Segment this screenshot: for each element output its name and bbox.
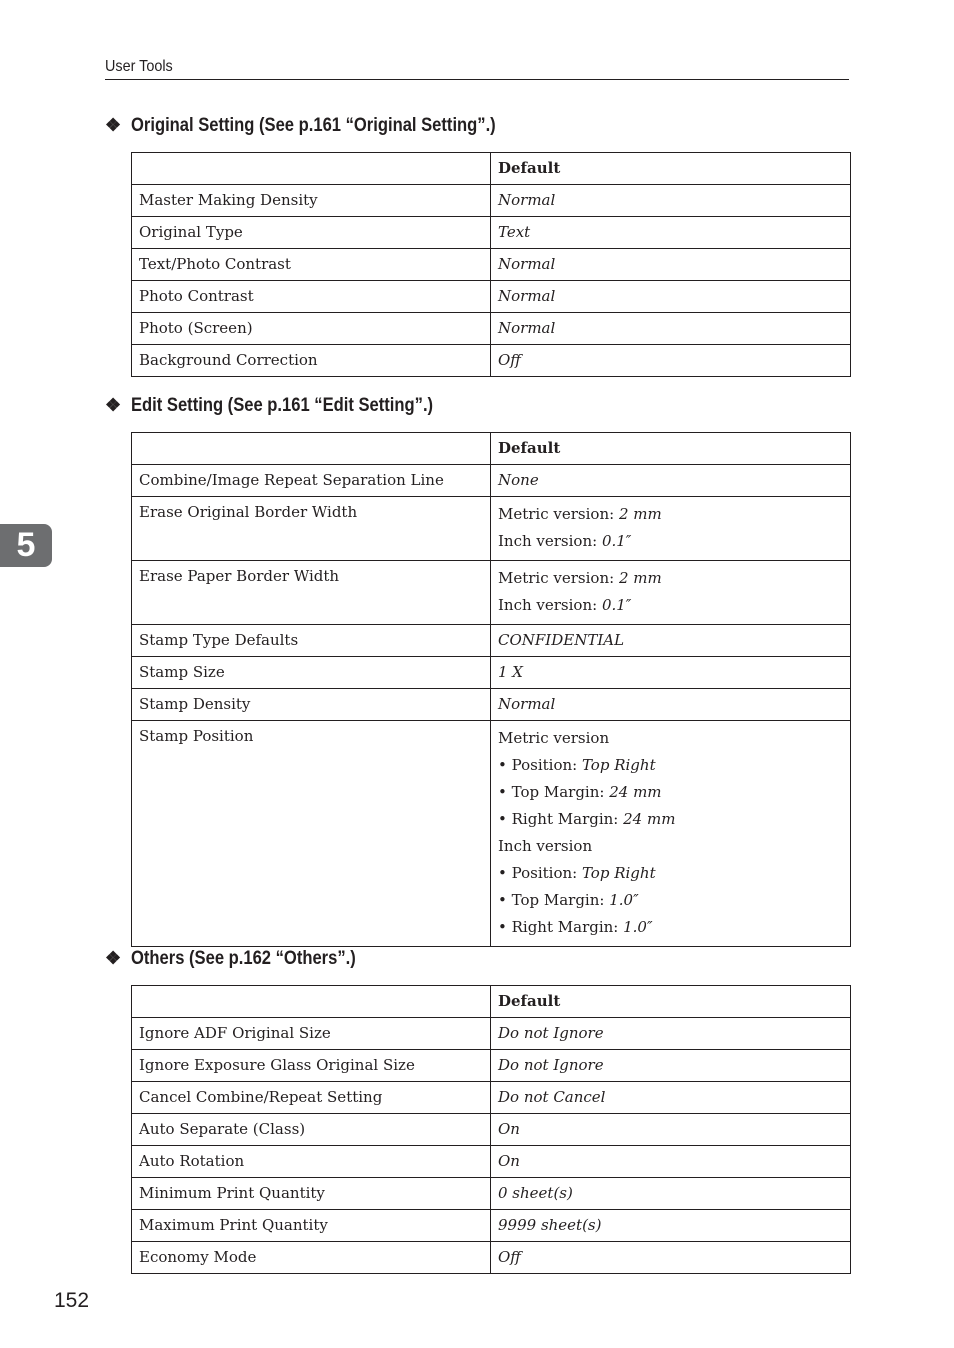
list-item: • Position: Top Right	[498, 864, 656, 882]
setting-label: Photo Contrast	[132, 281, 491, 313]
metric-line: Metric version: 2 mm	[498, 569, 662, 587]
default-value	[491, 721, 851, 947]
table-row	[132, 1018, 851, 1050]
default-value: 1 X	[491, 657, 851, 689]
table-row	[132, 313, 851, 345]
list-item: • Position: Top Right	[498, 756, 656, 774]
table-header-row	[132, 986, 851, 1018]
setting-label: Auto Separate (Class)	[132, 1114, 491, 1146]
setting-label: Ignore Exposure Glass Original Size	[132, 1050, 491, 1082]
setting-label: Ignore ADF Original Size	[132, 1018, 491, 1050]
section-others	[105, 946, 850, 1274]
empty-header-cell	[132, 433, 491, 465]
setting-label: Erase Original Border Width	[132, 497, 491, 561]
table-row	[132, 721, 851, 947]
setting-label: Maximum Print Quantity	[132, 1210, 491, 1242]
default-value: Off	[491, 345, 851, 377]
setting-label: Erase Paper Border Width	[132, 561, 491, 625]
chapter-tab: 5	[0, 524, 52, 567]
default-value: Normal	[491, 249, 851, 281]
default-value: Do not Cancel	[491, 1082, 851, 1114]
default-value: Do not Ignore	[491, 1050, 851, 1082]
setting-label: Minimum Print Quantity	[132, 1178, 491, 1210]
setting-label: Stamp Type Defaults	[132, 625, 491, 657]
setting-label: Original Type	[132, 217, 491, 249]
table-header-row	[132, 433, 851, 465]
default-column-header: Default	[491, 153, 851, 185]
edit-setting-table	[131, 432, 851, 947]
default-value: Off	[491, 1242, 851, 1274]
list-item: • Top Margin: 1.0″	[498, 891, 639, 909]
empty-header-cell	[132, 986, 491, 1018]
default-value: Normal	[491, 689, 851, 721]
default-value	[491, 561, 851, 625]
table-row	[132, 1082, 851, 1114]
default-value: Normal	[491, 185, 851, 217]
default-value: None	[491, 465, 851, 497]
table-row	[132, 497, 851, 561]
setting-label: Economy Mode	[132, 1242, 491, 1274]
header-rule	[105, 79, 849, 80]
table-row	[132, 217, 851, 249]
inch-line: Inch version: 0.1″	[498, 596, 632, 614]
section-heading: ❖ Others (See p.162 “Others”.)	[105, 947, 356, 969]
default-value: Do not Ignore	[491, 1018, 851, 1050]
table-row	[132, 281, 851, 313]
default-value: 0 sheet(s)	[491, 1178, 851, 1210]
setting-label: Stamp Size	[132, 657, 491, 689]
default-value: 9999 sheet(s)	[491, 1210, 851, 1242]
setting-label: Stamp Density	[132, 689, 491, 721]
inch-line: Inch version: 0.1″	[498, 532, 632, 550]
original-setting-table	[131, 152, 851, 377]
setting-label: Master Making Density	[132, 185, 491, 217]
default-column-header: Default	[491, 986, 851, 1018]
setting-label: Cancel Combine/Repeat Setting	[132, 1082, 491, 1114]
default-value: CONFIDENTIAL	[491, 625, 851, 657]
setting-label: Background Correction	[132, 345, 491, 377]
table-row	[132, 465, 851, 497]
running-header: User Tools	[105, 58, 173, 75]
diamond-bullet-icon: ❖	[105, 115, 122, 135]
table-row	[132, 1114, 851, 1146]
setting-label: Photo (Screen)	[132, 313, 491, 345]
default-value: Normal	[491, 281, 851, 313]
setting-label: Stamp Position	[132, 721, 491, 947]
setting-label: Combine/Image Repeat Separation Line	[132, 465, 491, 497]
default-value: On	[491, 1114, 851, 1146]
page-number: 152	[54, 1289, 90, 1312]
table-row	[132, 1242, 851, 1274]
table-header-row	[132, 153, 851, 185]
inch-heading: Inch version	[498, 837, 593, 855]
list-item: • Top Margin: 24 mm	[498, 783, 662, 801]
table-row	[132, 657, 851, 689]
default-value: Normal	[491, 313, 851, 345]
default-value	[491, 497, 851, 561]
table-row	[132, 1178, 851, 1210]
default-value: On	[491, 1146, 851, 1178]
diamond-bullet-icon: ❖	[105, 948, 122, 968]
list-item: • Right Margin: 1.0″	[498, 918, 653, 936]
empty-header-cell	[132, 153, 491, 185]
others-table	[131, 985, 851, 1274]
default-column-header: Default	[491, 433, 851, 465]
table-row	[132, 1146, 851, 1178]
table-row	[132, 185, 851, 217]
table-row	[132, 561, 851, 625]
list-item: • Right Margin: 24 mm	[498, 810, 676, 828]
metric-line: Metric version: 2 mm	[498, 505, 662, 523]
section-heading: ❖ Original Setting (See p.161 “Original Setting”.)	[105, 114, 496, 136]
table-row	[132, 1210, 851, 1242]
table-row	[132, 345, 851, 377]
section-original-setting	[105, 113, 850, 377]
section-heading: ❖ Edit Setting (See p.161 “Edit Setting”.)	[105, 394, 434, 416]
table-row	[132, 249, 851, 281]
table-row	[132, 625, 851, 657]
table-row	[132, 1050, 851, 1082]
section-edit-setting	[105, 393, 850, 947]
table-row	[132, 689, 851, 721]
setting-label: Auto Rotation	[132, 1146, 491, 1178]
default-value: Text	[491, 217, 851, 249]
setting-label: Text/Photo Contrast	[132, 249, 491, 281]
diamond-bullet-icon: ❖	[105, 395, 122, 415]
metric-heading: Metric version	[498, 729, 610, 747]
